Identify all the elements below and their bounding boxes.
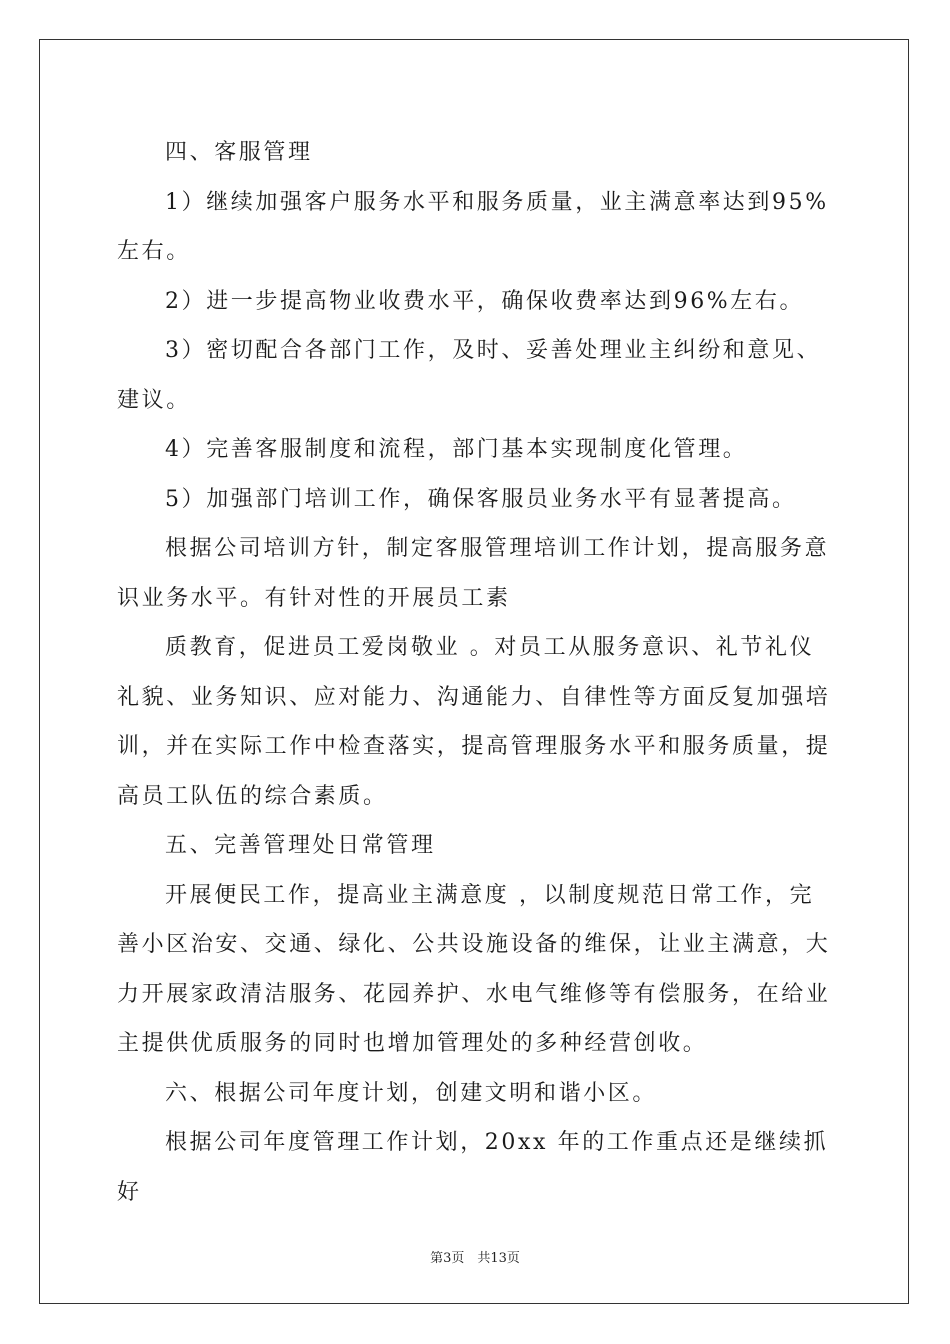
heading-daily-management: 五、完善管理处日常管理 (165, 833, 436, 858)
document-body (117, 128, 833, 1217)
paragraph-convenience-work: 开展便民工作，提高业主满意度 ，以制度规范日常工作，完善小区治安、交通、绿化、公共设施设备的维保，让业主满意，大力开展家政清洁服务、花园养护、水电气维修等有偿服务，在给业主提供优质服务的同时也增加管理处的多种经营创收。 (117, 882, 831, 1056)
page-number-footer: 第3页 共13页 (430, 1251, 520, 1266)
paragraph-item-2: 2）进一步提高物业收费水平，确保收费率达到96%左右。 (165, 288, 805, 314)
paragraph-item-3: 3）密切配合各部门工作，及时、妥善处理业主纠纷和意见、建议。 (117, 338, 822, 413)
paragraph-item-4: 4）完善客服制度和流程，部门基本实现制度化管理。 (165, 437, 748, 462)
paragraph-annual-plan: 根据公司年度管理工作计划，20xx 年的工作重点还是继续抓好 (117, 1130, 829, 1205)
heading-harmonious-community: 六、根据公司年度计划，创建文明和谐小区。 (165, 1080, 658, 1106)
paragraph-quality-education: 质教育，促进员工爱岗敬业 。对员工从服务意识、礼节礼仪礼貌、业务知识、应对能力、沟通能力、自律性等方面反复加强培训，并在实际工作中检查落实，提高管理服务水平和服务质量，提高员工队伍的综合素质。 (117, 635, 831, 809)
paragraph-training-plan: 根据公司培训方针，制定客服管理培训工作计划，提高服务意识业务水平。有针对性的开展员工素 (117, 536, 830, 611)
paragraph-item-1: 1）继续加强客户服务水平和服务质量，业主满意率达到95%左右。 (117, 189, 829, 264)
paragraph-item-5: 5）加强部门培训工作，确保客服员业务水平有显著提高。 (165, 486, 797, 512)
heading-customer-service: 四、客服管理 (165, 140, 313, 165)
